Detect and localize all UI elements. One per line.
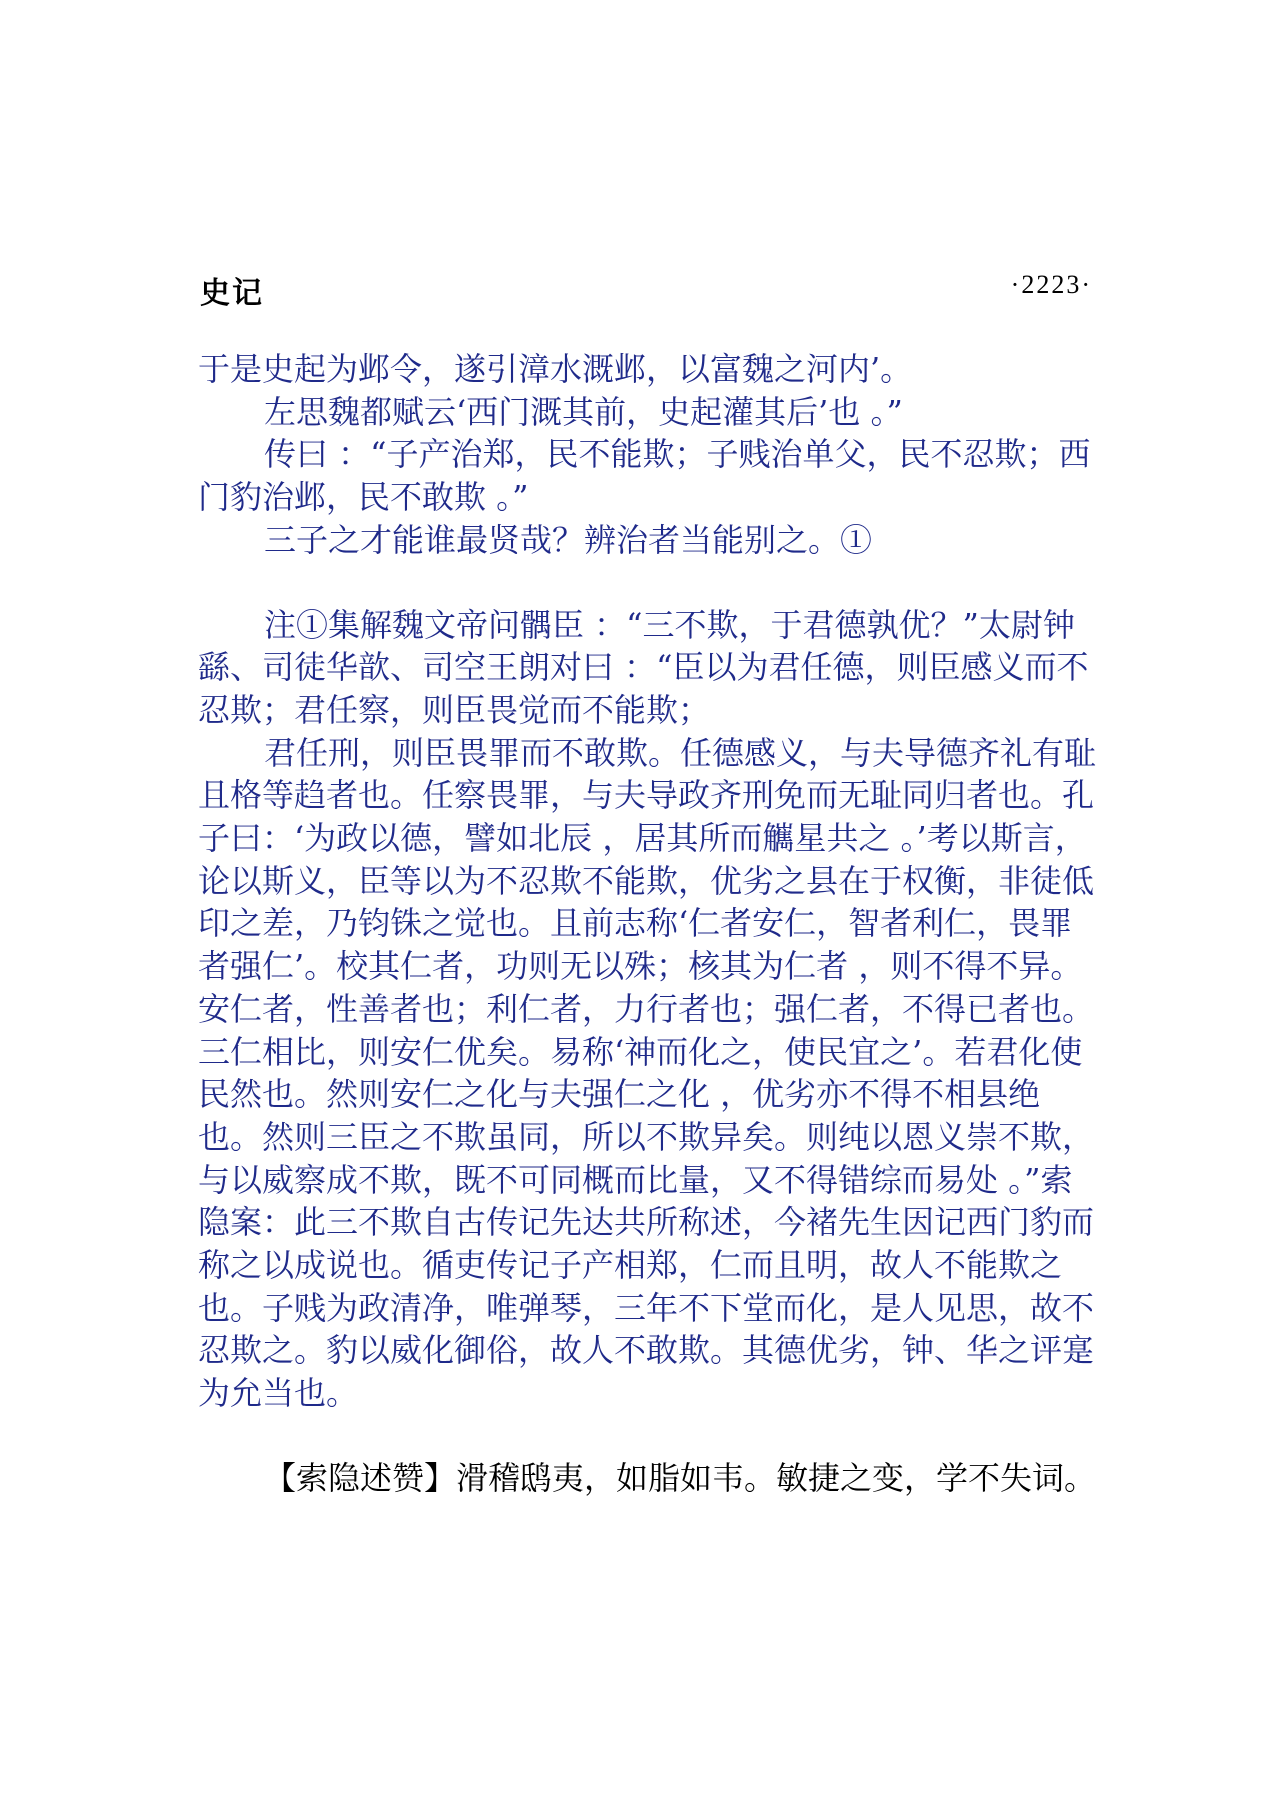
spacer [198,1415,1098,1457]
book-title: 史记 [200,276,264,311]
page-body [198,348,1098,1500]
suoyin-zan-paragraph: 【索隐述赞】滑稽鸱夷，如脂如韦。敏捷之变，学不失词。 [264,1458,1097,1497]
annotation-paragraph-1: 注①集解魏文帝问髃臣 ：“三不欺，于君德孰优？”太尉钟繇、司徒华歆、司空王朗对曰 ：“臣以为君任德，则臣感义而不忍欺；君任察，则臣畏觉而不能欺； [198,605,1089,729]
paragraph-3: 传曰 ：“子产治郑，民不能欺；子贱治单父，民不忍欺；西门豹治邺，民不敢欺 。” [198,435,1091,517]
spacer [198,562,1098,604]
paragraph-4: 三子之才能谁最贤哉？辨治者当能别之。① [264,520,873,559]
paragraph-2: 左思魏都赋云‘西门溉其前，史起灌其后’也 。” [264,392,903,431]
paragraph-1: 于是史起为邺令，遂引漳水溉邺，以富魏之河内’。 [198,350,913,388]
page-number: ·2223· [1010,270,1092,299]
page-header [200,268,1092,312]
annotation-paragraph-2: 君任刑，则臣畏罪而不敢欺。任德感义，与夫导德齐礼有耻且格等趋者也。任察畏罪，与夫导政齐刑免而无耻同归者也。孔子曰：‘为政以德，譬如北辰 ，居其所而觽星共之 。’考以斯言，论以斯义，臣等以为不忍欺不能欺，优劣之县在于权衡，非徒低印之差，乃钧铢之觉也。且前志称‘仁者安仁，智者利仁，畏罪者强仁’。校其仁者，功则无以殊；核其为仁者 ，则不得不异。安仁者，性善者也；利仁者，力行者也；强仁者，不得已者也。三仁相比，则安仁优矣。易称‘神而化之，使民宜之’。若君化使民然也。然则安仁之化与夫强仁之化 ，优劣亦不得不相县绝也。然则三臣之不欺虽同，所以不欺异矣。则纯以恩义崇不欺，与以威察成不欺，既不可同概而比量，又不得错综而易处 。”索隐案：此三不欺自古传记先达共所称述，今褚先生因记西门豹而称之以成说也。循吏传记子产相郑，仁而且明，故人不能欺之也。子贱为政清净，唯弹琴，三年不下堂而化，是人见思，故不忍欺之。豹以威化御俗，故人不敢欺。其德优劣，钟、华之评寔为允当也。 [198,733,1097,1413]
